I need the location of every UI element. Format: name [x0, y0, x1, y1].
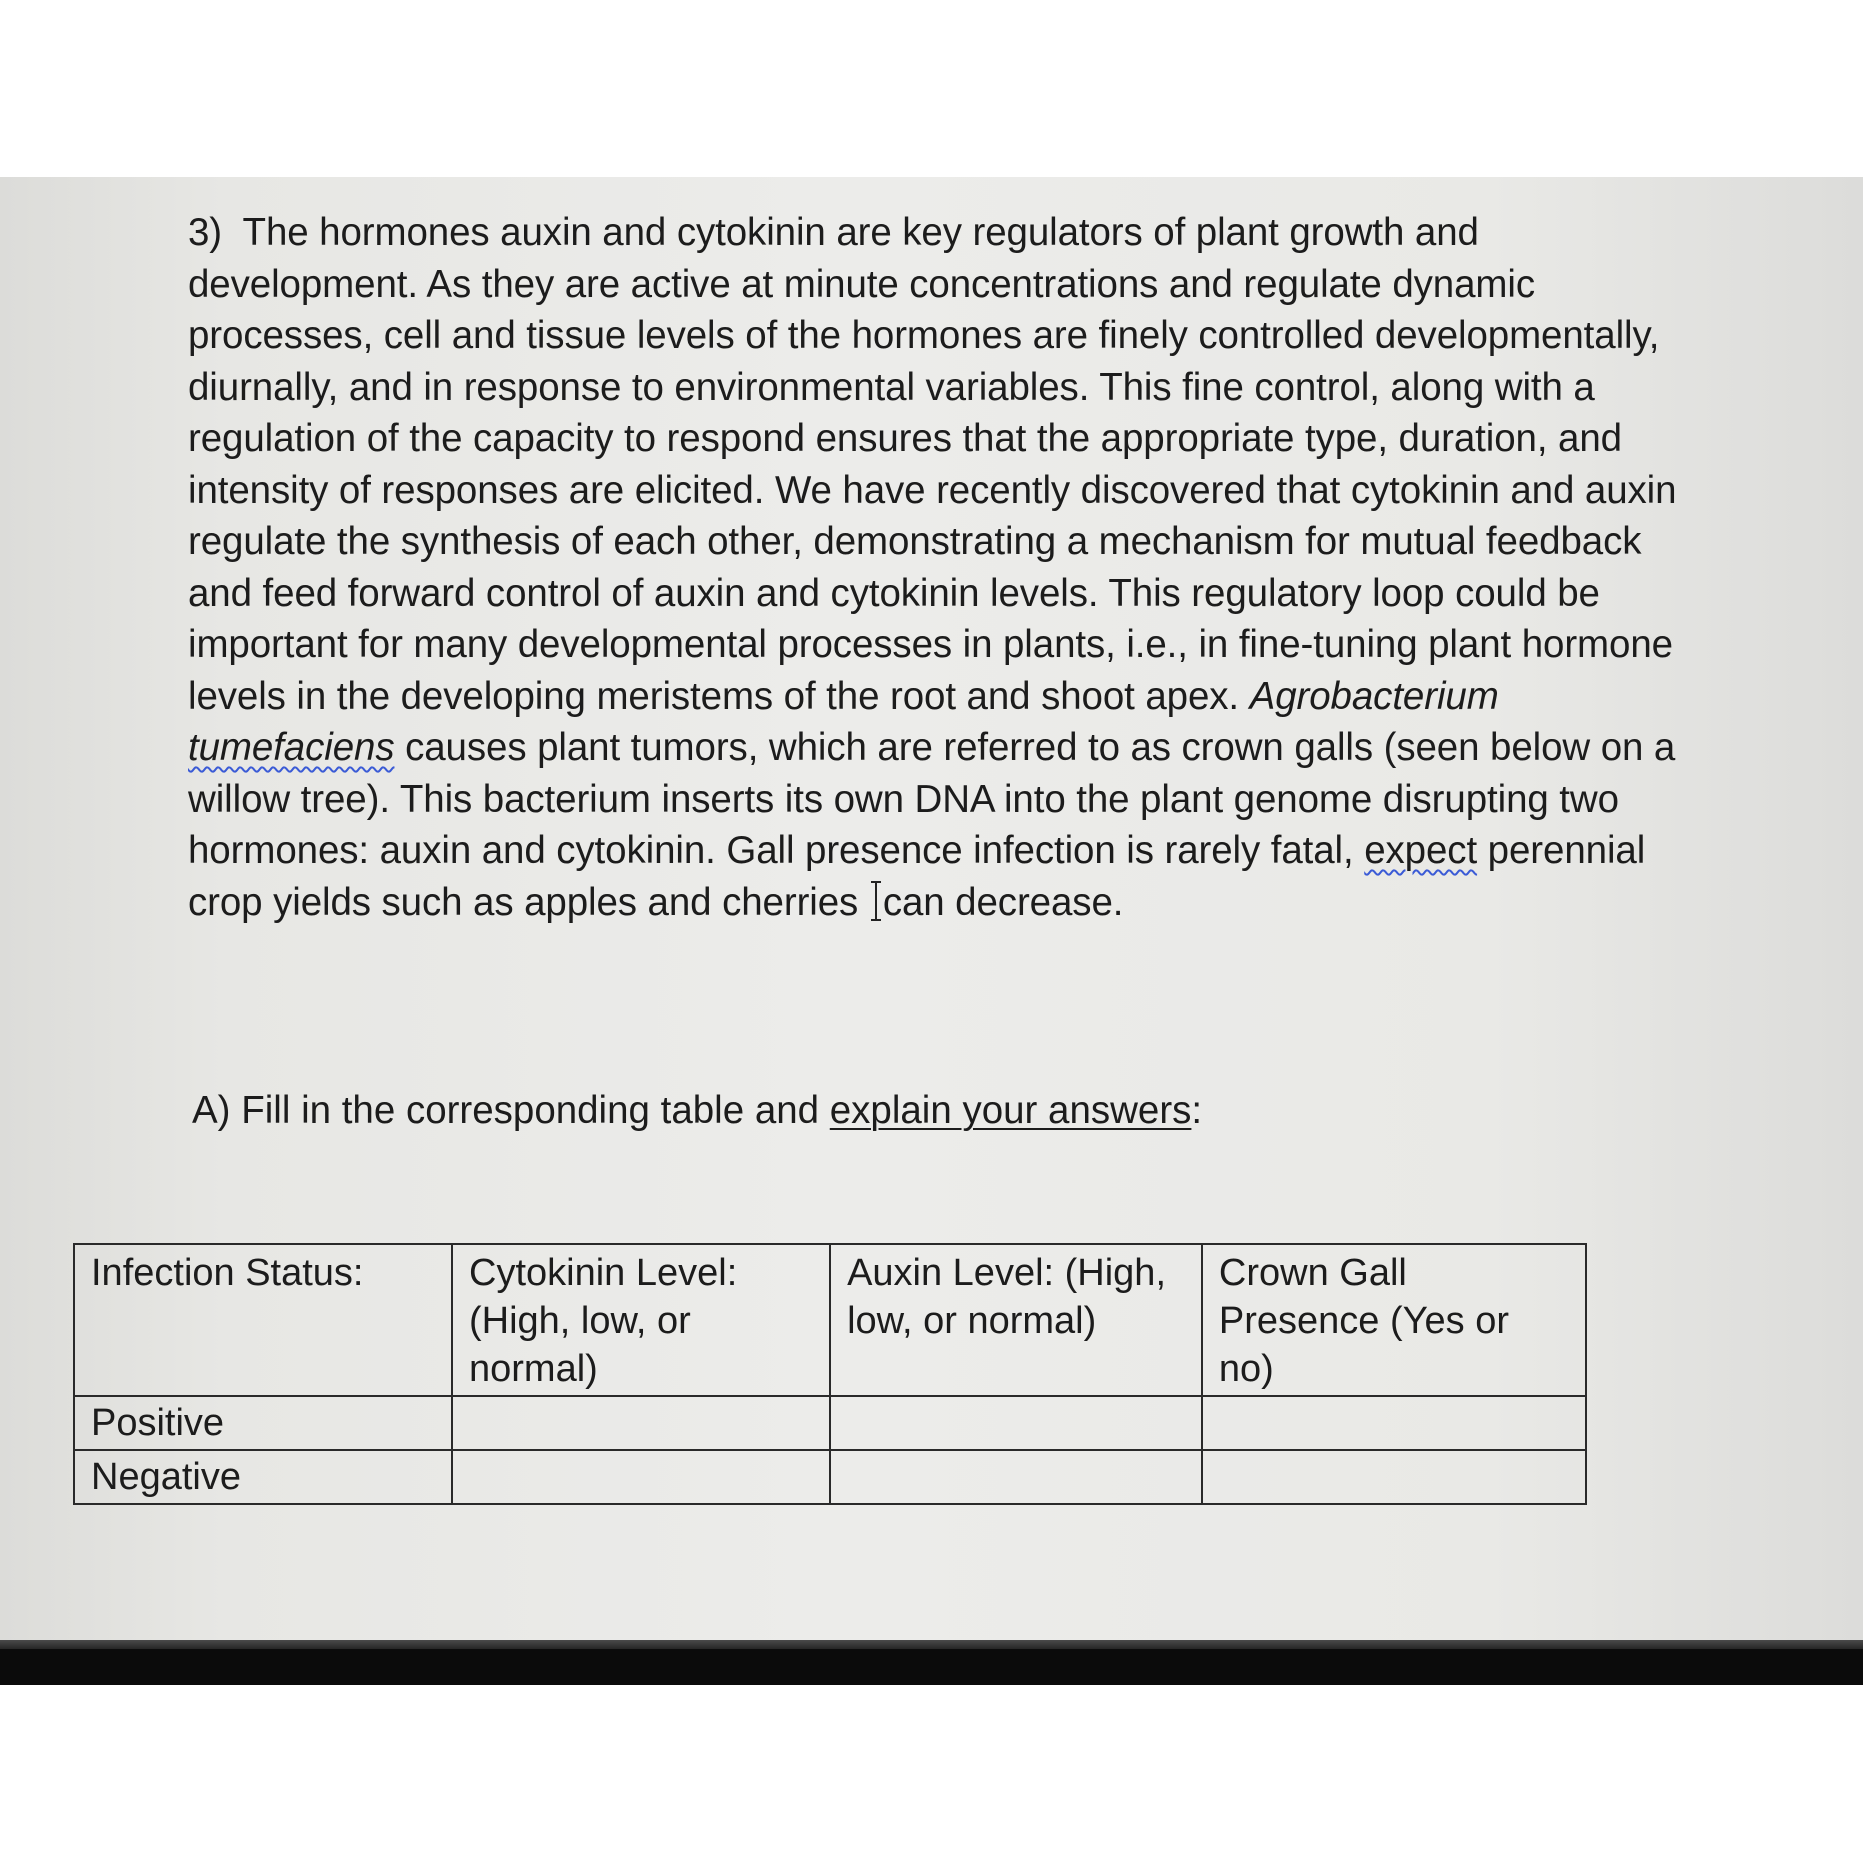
table-row	[74, 1396, 1586, 1450]
cell-positive-auxin[interactable]	[830, 1396, 1202, 1450]
paragraph-segment: Agrobacterium	[1249, 674, 1499, 718]
paragraph-segment: perennial crop yields such as apples and cherries	[188, 829, 1656, 924]
header-cytokinin-level: Cytokinin Level: (High, low, or normal)	[452, 1244, 830, 1396]
question-a	[192, 1089, 1202, 1133]
question-a-prefix: A) Fill in the corresponding table and	[192, 1089, 830, 1132]
paragraph-segment: can decrease.	[882, 880, 1124, 924]
spellcheck-word: expect	[1364, 829, 1478, 872]
header-crown-gall-presence: Crown Gall Presence (Yes or no)	[1202, 1244, 1586, 1396]
question-a-suffix: :	[1191, 1089, 1203, 1132]
header-auxin-level: Auxin Level: (High, low, or normal)	[830, 1244, 1202, 1396]
paragraph-segment: 3) The hormones auxin and cytokinin are key regulators of plant growth and development. As they are active at minute concentrations and regulate dynamic processes, cell and tissue levels of the hormones are finely controlled developmentally, diurnally, and in response to environmental variables. This fine control, along with a regulation of the capacity to respond ensures that the appropriate type, duration, and intensity of responses are elicited. We have recently discovered that cytokinin and auxin regulate the synthesis of each other, demonstrating a mechanism for mutual feedback and feed forward control of auxin and cytokinin levels. This regulatory loop could be important for many developmental processes in plants, i.e., in fine-tuning plant hormone levels in the developing meristems of the root and shoot apex.	[188, 211, 1688, 718]
spellcheck-word: tumefaciens	[188, 726, 395, 769]
cell-negative-gall[interactable]	[1202, 1450, 1586, 1504]
paragraph-segment	[1499, 675, 1510, 718]
text-cursor-icon	[871, 881, 881, 921]
table-header-row	[74, 1244, 1586, 1396]
cell-positive-gall[interactable]	[1202, 1396, 1586, 1450]
table-row	[74, 1450, 1586, 1504]
row-negative-label: Negative	[74, 1450, 452, 1504]
question-a-underlined: explain your answers	[829, 1089, 1192, 1132]
answer-table	[73, 1243, 1587, 1505]
cell-negative-auxin[interactable]	[830, 1450, 1202, 1504]
document-screen	[0, 177, 1863, 1649]
cell-positive-cytokinin[interactable]	[452, 1396, 830, 1450]
question-paragraph[interactable]	[188, 207, 1698, 928]
cell-negative-cytokinin[interactable]	[452, 1450, 830, 1504]
header-infection-status: Infection Status:	[74, 1244, 452, 1396]
row-positive-label: Positive	[74, 1396, 452, 1450]
monitor-bezel	[0, 1649, 1863, 1685]
paragraph-segment: causes plant tumors, which are referred to as crown galls (seen below on a willow tree). This bacterium inserts its own DNA into the plant genome disrupting two hormones: auxin and cytokinin. Gall presence infection is rarely fatal,	[188, 726, 1686, 872]
